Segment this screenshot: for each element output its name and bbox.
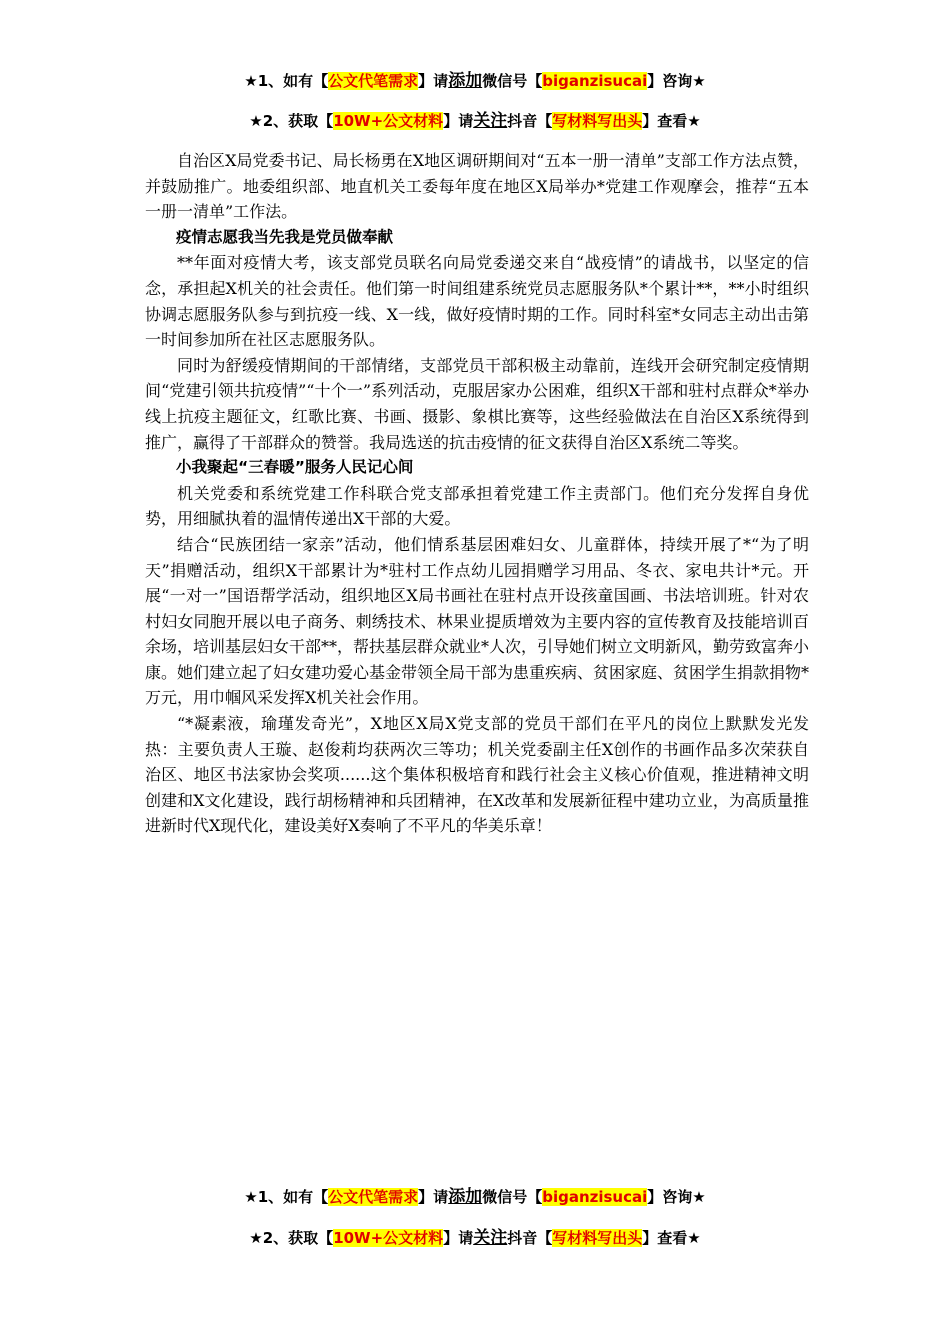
ad-text: 】请 xyxy=(418,1188,449,1206)
ad-highlight: 10W+公文材料 xyxy=(333,1229,444,1247)
ad-text: ★1、如有【 xyxy=(244,1188,329,1206)
ad-highlight: 10W+公文材料 xyxy=(333,112,444,130)
header-ad-line-2 xyxy=(0,110,950,132)
ad-text: 】请 xyxy=(418,72,449,90)
ad-text: 】查看★ xyxy=(642,112,701,130)
ad-text: 抖音【 xyxy=(507,1229,553,1247)
ad-emphasis: 关注 xyxy=(473,1228,508,1248)
ad-text: 】查看★ xyxy=(642,1229,701,1247)
paragraph: 机关党委和系统党建工作科联合党支部承担着党建工作主责部门。他们充分发挥自身优势，用细腻执着的温情传递出X干部的大爱。 xyxy=(145,483,809,529)
header-ad-line-1 xyxy=(0,70,950,92)
ad-text: ★1、如有【 xyxy=(244,72,329,90)
section-heading: 疫情志愿我当先我是党员做奉献 xyxy=(176,227,394,246)
douyin-account: 写材料写出头 xyxy=(552,112,643,130)
footer-ad-line-2 xyxy=(0,1227,950,1249)
wechat-id: biganzisucai xyxy=(542,72,648,90)
footer-ad-line-1 xyxy=(0,1186,950,1208)
wechat-id: biganzisucai xyxy=(542,1188,648,1206)
ad-text: 】咨询★ xyxy=(647,72,706,90)
ad-text: 】请 xyxy=(443,1229,474,1247)
ad-emphasis: 关注 xyxy=(473,111,508,131)
ad-text: 微信号【 xyxy=(482,1188,543,1206)
douyin-account: 写材料写出头 xyxy=(552,1229,643,1247)
ad-text: 】请 xyxy=(443,112,474,130)
paragraph: 同时为舒缓疫情期间的干部情绪，支部党员干部积极主动靠前，连线开会研究制定疫情期间“党建引领共抗疫情”“十个一”系列活动，克服居家办公困难，组织X干部和驻村点群众*举办线上抗疫主题征文，红歌比赛、书画、摄影、象棋比赛等，这些经验做法在自治区X系统得到推广，赢得了干部群众的赞誉。我局选送的抗击疫情的征文获得自治区X系统二等奖。 xyxy=(145,355,809,452)
ad-text: 微信号【 xyxy=(482,72,543,90)
ad-emphasis: 添加 xyxy=(448,1187,483,1207)
ad-text: ★2、获取【 xyxy=(249,112,334,130)
document-body xyxy=(145,148,809,839)
section-heading: 小我聚起“三春暖”服务人民记心间 xyxy=(176,458,414,477)
ad-text: 】咨询★ xyxy=(647,1188,706,1206)
ad-highlight: 公文代笔需求 xyxy=(328,1188,419,1206)
ad-highlight: 公文代笔需求 xyxy=(328,72,419,90)
ad-text: ★2、获取【 xyxy=(249,1229,334,1247)
paragraph: **年面对疫情大考，该支部党员联名向局党委递交来自“战疫情”的请战书，以坚定的信念，承担起X机关的社会责任。他们第一时间组建系统党员志愿服务队*个累计**，**小时组织协调志愿服务队参与到抗疫一线、X一线，做好疫情时期的工作。同时科室*女同志主动出击第一时间参加所在社区志愿服务队。 xyxy=(145,253,809,350)
paragraph: 结合“民族团结一家亲”活动，他们情系基层困难妇女、儿童群体，持续开展了*“为了明天”捐赠活动，组织X干部累计为*驻村工作点幼儿园捐赠学习用品、冬衣、家电共计*元。开展“一对一”国语帮学活动，组织地区X局书画社在驻村点开设孩童国画、书法培训班。针对农村妇女同胞开展以电子商务、刺绣技术、林果业提质增效为主要内容的宣传教育及技能培训百余场，培训基层妇女干部**，帮扶基层群众就业*人次，引导她们树立文明新风，勤劳致富奔小康。她们建立起了妇女建功爱心基金带领全局干部为患重疾病、贫困家庭、贫困学生捐款捐物*万元，用巾帼风采发挥X机关社会作用。 xyxy=(145,534,810,708)
paragraph: “*凝素液，瑜瑾发奇光”，X地区X局X党支部的党员干部们在平凡的岗位上默默发光发热：主要负责人王璇、赵俊莉均获两次三等功；机关党委副主任X创作的书画作品多次荣获自治区、地区书法家协会奖项......这个集体积极培育和践行社会主义核心价值观，推进精神文明创建和X文化建设，践行胡杨精神和兵团精神，在X改革和发展新征程中建功立业，为高质量推进新时代X现代化，建设美好X奏响了不平凡的华美乐章！ xyxy=(145,714,809,836)
ad-emphasis: 添加 xyxy=(448,71,483,91)
ad-text: 抖音【 xyxy=(507,112,553,130)
paragraph: 自治区X局党委书记、局长杨勇在X地区调研期间对“五本一册一清单”支部工作方法点赞，并鼓励推广。地委组织部、地直机关工委每年度在地区X局举办*党建工作观摩会，推荐“五本一册一清单”工作法。 xyxy=(145,151,809,222)
